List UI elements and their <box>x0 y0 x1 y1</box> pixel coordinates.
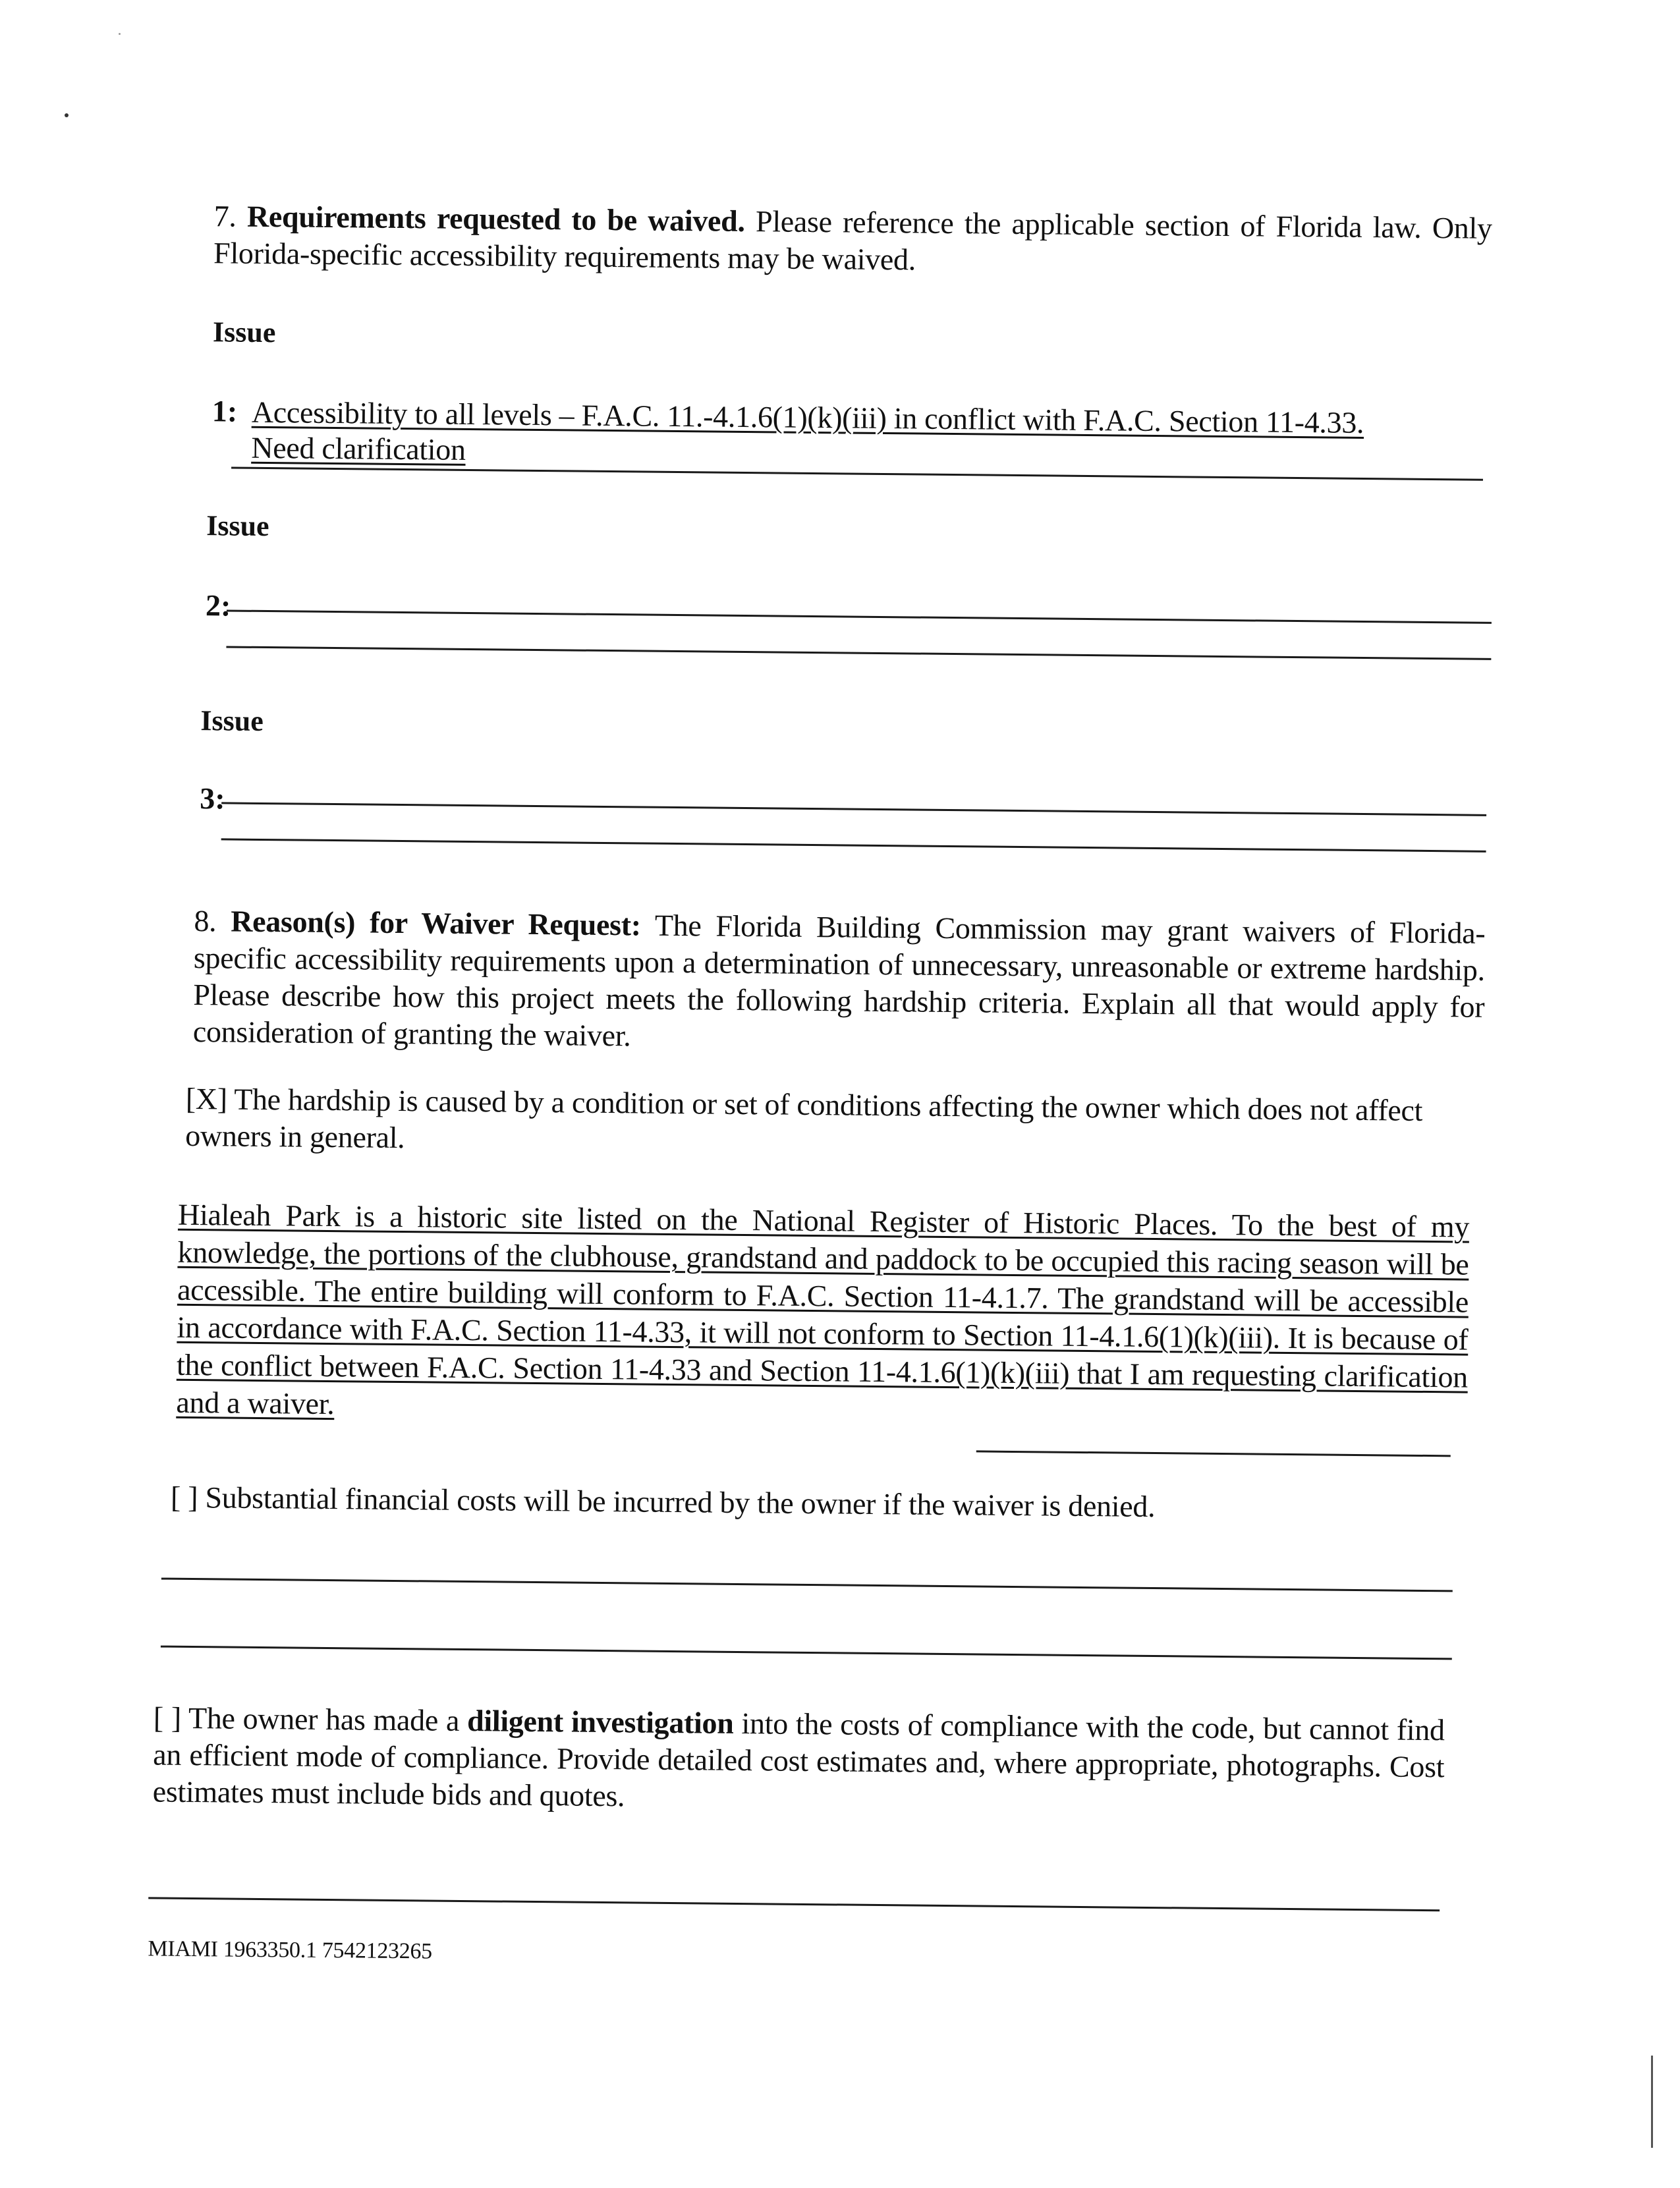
criterion-1 <box>185 1080 1477 1167</box>
criterion-3-text-after: into the costs of compliance with the code, but cannot find an efficient mode of compliance. Provide detailed cost estimates and, where appropriate, photographs. Cost estimates must include bids and quotes. <box>152 1706 1445 1813</box>
criterion-2 <box>171 1479 1462 1529</box>
issue-1-number: 1: <box>211 394 238 428</box>
criterion-3-checkbox[interactable]: [ ] <box>153 1700 182 1735</box>
criterion-2-checkbox[interactable]: [ ] <box>170 1480 198 1515</box>
criterion-1-response-end-line <box>976 1450 1451 1457</box>
issue-3-line-1[interactable] <box>221 802 1486 816</box>
issue-1-line-1[interactable]: Accessibility to all levels – F.A.C. 11.-4.1.6(1)(k)(iii) in conflict with F.A.C. Section 11-4.33. <box>251 395 1364 440</box>
criterion-1-checkbox[interactable]: [X] <box>185 1081 228 1116</box>
issue-1-line-2[interactable]: Need clarification <box>251 430 466 466</box>
issue-2-label: Issue <box>206 509 269 543</box>
section-7 <box>213 198 1492 284</box>
issue-3-label: Issue <box>200 704 264 737</box>
criterion-3-text-before: The owner has made a <box>188 1700 460 1737</box>
issue-2-number: 2: <box>205 588 231 623</box>
issue-1-blank-line[interactable] <box>231 467 1483 481</box>
criterion-2-text: Substantial financial costs will be incurred by the owner if the waiver is denied. <box>205 1480 1156 1524</box>
criterion-3 <box>153 1699 1445 1822</box>
criterion-2-line-2[interactable] <box>161 1646 1452 1660</box>
section-8-body: The Florida Building Commission may grant waivers of Florida-specific accessibility requirements upon a determination of unnecessary, unreasonable or extreme hardship. Please describe how this project meets the following hardship criteria. Explain all that would apply for consideration of granting the waiver. <box>192 908 1486 1053</box>
section-7-number: 7. <box>213 199 237 233</box>
criterion-3-text-bold: diligent investigation <box>466 1704 734 1740</box>
issue-1-label: Issue <box>212 316 276 349</box>
criterion-3-line-1[interactable] <box>148 1897 1440 1911</box>
section-7-heading: Requirements requested to be waived. <box>246 199 745 238</box>
criterion-1-response[interactable]: Hialeah Park is a historic site listed on the National Register of Historic Places. To the best of my knowledge, the portions of the clubhouse, grandstand and paddock to be occupied this racing season will be accessible. The entire building will conform to F.A.C. Section 11-4.1.7. The grandstand will be accessible in accordance with F.A.C. Section 11-4.33, it will not conform to Section 11-4.1.6(1)(k)(iii). It is because of the conflict between F.A.C. Section 11-4.33 and Section 11-4.1.6(1)(k)(iii) that I am requesting clarification and a waiver. <box>176 1197 1470 1421</box>
issue-3-number: 3: <box>200 781 225 816</box>
scan-speck <box>65 113 69 117</box>
section-8-number: 8. <box>194 903 217 938</box>
footer-doc-id: MIAMI 1963350.1 7542123265 <box>148 1936 433 1964</box>
issue-3-line-2[interactable] <box>221 838 1486 852</box>
issue-2-line-2[interactable] <box>226 646 1491 659</box>
issue-2-line-1[interactable] <box>227 609 1492 623</box>
scan-edge-mark <box>1651 2056 1653 2148</box>
scan-speck <box>119 33 121 35</box>
section-8 <box>193 903 1486 1063</box>
criterion-2-line-1[interactable] <box>161 1578 1453 1592</box>
section-8-heading: Reason(s) for Waiver Request: <box>231 904 642 942</box>
criterion-1-text: The hardship is caused by a condition or set of conditions affecting the owner which does not affect owners in general. <box>185 1082 1423 1155</box>
section-7-body: Please reference the applicable section of Florida law. Only Florida-specific accessibility requirements may be waived. <box>213 204 1492 277</box>
